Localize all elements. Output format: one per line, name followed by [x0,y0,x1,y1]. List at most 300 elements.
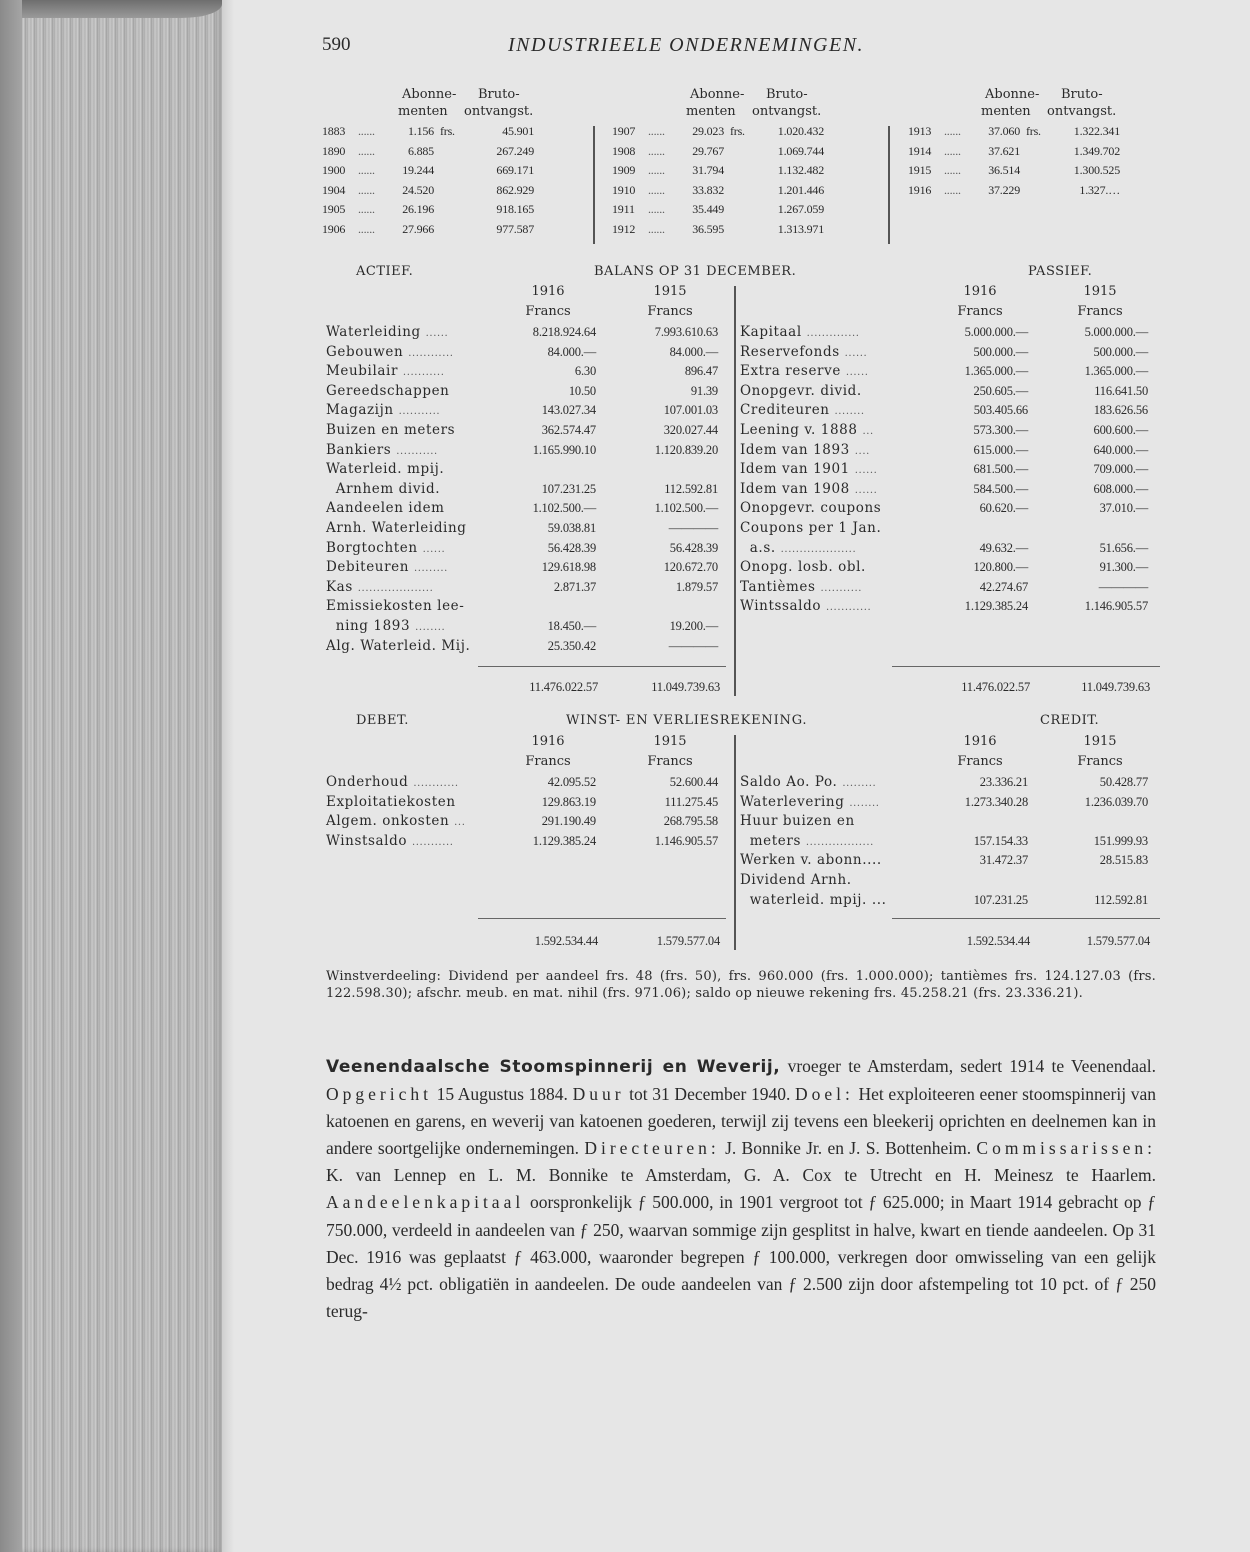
col-header-bruto: Bruto- [766,87,808,102]
profit-distribution-note: Winstverdeeling: Dividend per aandeel frs. 48 (frs. 50), frs. 960.000 (frs. 1.000.000); tantièmes frs. 124.127.03 (frs. 122.598.30); afschr. meub. en mat. nihil (frs. 971.06); saldo op nieuwe rekening frs. 45.258.21 (frs. 23.336.21). [326,969,1156,1001]
row-label: ning 1893 [326,618,411,634]
row-label: Wintssaldo [740,598,822,615]
value-1916: 8.218.924.64 [532,325,596,339]
value-1916: 1.165.990.10 [532,442,596,457]
ledger-row-label [326,813,466,829]
row-bruto: 45.901 [502,124,534,138]
row-bruto: 1.300.525 [1073,163,1120,177]
value-1916: 500.000.— [973,344,1028,359]
leader-dots: ...... [648,163,665,177]
row-abonnementen: 27.966 [402,221,434,236]
value-1915: 107.001.03 [663,403,718,418]
value-1915: 19.200.— [669,619,718,633]
row-year: 1883 [322,124,346,138]
leader-dots: ........... [402,367,445,379]
ledger-row-label [740,442,870,458]
ledger-row-label [740,774,876,790]
total-1916: 1.592.534.44 [534,934,598,948]
row-bruto: 1.267.059 [777,202,824,216]
col-year-1916: 1916 [531,734,565,749]
row-label: Kapitaal [740,324,802,340]
row-bruto: 1.313.971 [777,221,824,236]
row-year: 1916 [908,182,932,197]
value-1916: 503.405.66 [973,403,1028,418]
row-label: Tantièmes [740,578,816,595]
total-1916: 11.476.022.57 [961,680,1030,694]
leader-dots: ............ [413,778,459,789]
value-1916: 681.500.— [973,462,1028,477]
row-year: 1890 [322,143,346,158]
ledger-row-label [326,540,445,556]
leader-dots: ...... [944,124,961,138]
ledger-row-label [326,422,455,438]
row-label: Onopg. losb. obl. [740,559,866,576]
row-label: Leening v. 1888 [740,422,858,438]
row-bruto: 1.132.482 [777,163,824,177]
row-label: Arnh. Waterleiding [326,520,467,536]
value-1915: 709.000.— [1093,462,1148,477]
col-header-abonnementen: Abonne- [985,87,1040,102]
ledger-row-label [740,852,882,868]
col-header-menten: menten [398,104,448,119]
row-year: 1912 [612,221,636,236]
row-abonnementen: 6.885 [407,143,434,158]
value-1915: 1.879.57 [675,579,718,594]
row-label: Aandeelen idem [326,500,445,517]
row-abonnementen: 37.621 [988,143,1020,158]
row-abonnementen: 19.244 [402,163,434,177]
ledger-row-label [740,813,855,829]
value-1915: 112.592.81 [664,481,718,496]
col-header-ontvangst: ontvangst. [1047,104,1117,119]
leader-dots: .................... [780,543,857,555]
row-label: Debiteuren [326,559,410,576]
row-label: Reservefonds [740,343,840,360]
leader-dots: ...... [648,124,665,138]
value-1916: 5.000.000.— [964,325,1028,339]
value-1915: 37.010.— [1099,501,1148,516]
leader-dots: .................... [357,582,434,594]
leader-dots: ............ [408,347,454,359]
leader-dots: ...... [358,202,375,216]
col-header-bruto: Bruto- [478,87,520,102]
value-1915: 896.47 [684,364,718,379]
row-abonnementen: 36.595 [692,221,724,236]
value-1916: 42.095.52 [547,775,596,789]
ledger-row-label [326,363,445,379]
ledger-row-label [326,500,445,516]
row-abonnementen: 29.023 [692,124,724,138]
leader-dots: ...... [648,221,665,236]
keyword-duur: Duur [572,1084,625,1105]
ledger-row-label [326,598,464,614]
leader-dots: .................. [805,836,874,848]
ledger-row-label [326,383,449,399]
value-1915: 1.146.905.57 [654,833,718,848]
col-header-bruto: Bruto- [1061,87,1103,102]
row-label: Meubilair [326,363,399,380]
value-1915: ———— [668,638,718,653]
value-1915: 268.795.58 [663,814,718,829]
leader-dots: .............. [806,328,860,339]
col-header-abonnementen: Abonne- [690,87,745,102]
row-year: 1900 [322,163,346,177]
row-label: Waterleid. mpij. [326,461,445,478]
row-bruto: 1.327.… [1079,182,1120,197]
ledger-row-label [740,520,881,536]
ledger-row-label [326,638,470,654]
total-1915: 11.049.739.63 [651,680,720,694]
leader-dots: ...... [854,465,878,477]
row-label: Werken v. abonn.... [740,852,882,869]
leader-dots: ........... [411,836,454,848]
value-1915: 56.428.39 [669,540,718,555]
ledger-row-label [740,402,865,418]
col-year-1916: 1916 [963,734,997,749]
ledger-row-label [740,363,869,379]
running-head: INDUSTRIEELE ONDERNEMINGEN. [508,34,865,56]
row-label: meters [740,832,801,849]
col-header-abonnementen: Abonne- [402,87,457,102]
value-1916: 56.428.39 [547,540,596,555]
leader-dots: ............ [825,602,872,614]
row-label: Waterleiding [326,324,421,340]
col-currency: Francs [957,304,1003,319]
col-header-menten: menten [981,104,1031,119]
ledger-row-label [326,520,467,536]
value-1916: 23.336.21 [979,775,1028,789]
row-label: Emissiekosten lee- [326,598,465,615]
col-currency: Francs [525,754,571,769]
row-abonnementen: 26.196 [402,202,434,216]
value-1915: 84.000.— [669,344,718,359]
total-1916: 11.476.022.57 [529,680,598,694]
column-divider [593,126,595,244]
ledger-row-label [326,481,440,497]
leader-dots: ......... [413,563,448,575]
col-currency: Francs [957,754,1003,769]
total-1916: 1.592.534.44 [966,934,1030,948]
ledger-row-label [740,892,887,908]
row-bruto: 862.929 [496,182,534,197]
row-label: Bankiers [326,441,392,458]
row-abonnementen: 31.794 [692,163,724,177]
total-rule [478,918,726,919]
leader-dots: ........... [398,406,441,418]
value-1915: 28.515.83 [1099,853,1148,868]
value-1915: 640.000.— [1093,442,1148,457]
company-name: Veenendaalsche Stoomspinnerij en Weverij, [326,1057,781,1077]
row-label: waterleid. mpij. ... [740,891,887,908]
leader-dots: ...... [425,328,449,339]
pl-left-label: DEBET. [356,713,409,728]
col-currency: Francs [647,304,693,319]
leader-dots: ........... [820,582,863,594]
pl-right-label: CREDIT. [1040,713,1100,728]
ledger-row-label [326,461,444,477]
col-currency: Francs [1077,754,1123,769]
value-1916: 1.129.385.24 [964,599,1028,614]
value-1915: 600.600.— [1093,423,1148,437]
leader-dots: ...... [358,143,375,158]
value-1916: 18.450.— [547,619,596,633]
value-1915: 608.000.— [1093,481,1148,496]
row-bruto: 1.201.446 [777,182,824,197]
ledger-row-label [740,579,862,595]
ledger-row-label [326,559,448,575]
ledger-row-label [740,383,862,399]
leader-dots: ...... [944,163,961,177]
row-label: Arnhem divid. [326,480,441,497]
value-1916: 107.231.25 [541,481,596,496]
leader-dots: ...... [358,182,375,197]
ledger-row-label [326,774,459,790]
column-divider [888,126,890,244]
total-rule [478,666,726,667]
row-label: Magazijn [326,402,394,419]
value-1916: 49.632.— [979,540,1028,555]
row-bruto: 669.171 [496,163,534,177]
row-label: Idem van 1901 [740,461,850,478]
row-year: 1906 [322,221,346,236]
ledger-row-label [740,794,880,810]
col-header-ontvangst: ontvangst. [464,104,534,119]
row-bruto: 1.069.744 [777,143,824,158]
row-bruto: 267.249 [496,143,534,158]
col-year-1915: 1915 [1083,284,1117,299]
keyword-doel: Doel: [795,1084,854,1105]
row-abonnementen: 24.520 [402,182,434,197]
leader-dots: ........ [834,406,865,418]
value-1916: 60.620.— [979,501,1028,516]
value-1916: 291.190.49 [541,814,596,829]
value-1915: 1.120.839.20 [654,442,718,457]
ledger-row-label [740,540,856,556]
row-label: Idem van 1908 [740,480,850,497]
row-label: Exploitatiekosten [326,793,456,810]
row-label: Waterlevering [740,793,845,810]
value-1915: 1.146.905.57 [1084,599,1148,614]
leader-dots: ...... [854,484,878,496]
value-1915: 112.592.81 [1094,892,1148,907]
balance-title: BALANS OP 31 DECEMBER. [594,264,797,279]
leader-dots: ...... [358,221,375,236]
value-1915: 7.993.610.63 [654,325,718,339]
value-1915: 1.365.000.— [1084,364,1148,379]
value-1916: 250.605.— [973,383,1028,398]
ledger-row-label [740,422,874,438]
value-1915: 111.275.45 [664,794,718,809]
total-1915: 1.579.577.04 [1086,934,1150,948]
row-label: Borgtochten [326,539,418,556]
leader-dots: ... [454,817,466,829]
value-1916: 1.102.500.— [532,501,596,516]
page-number: 590 [322,34,351,55]
row-label: Idem van 1893 [740,441,850,458]
row-label: Onopgevr. coupons [740,500,882,517]
row-label: Saldo Ao. Po. [740,774,838,790]
row-bruto: 918.165 [496,202,534,216]
keyword-directeuren: Directeuren: [584,1138,720,1159]
row-label: Gereedschappen [326,382,450,399]
col-header-menten: menten [686,104,736,119]
value-1916: 1.129.385.24 [532,833,596,848]
value-1916: 6.30 [574,364,596,379]
value-1915: 320.027.44 [663,423,718,437]
pl-title: WINST- EN VERLIESREKENING. [566,713,808,728]
row-year: 1909 [612,163,636,177]
value-1915: 91.39 [690,383,718,398]
value-1915: 120.672.70 [663,560,718,575]
leader-dots: ......... [842,778,877,789]
value-1915: ———— [668,521,718,535]
leader-dots: .... [854,445,870,457]
total-rule [892,918,1160,919]
value-1916: 143.027.34 [541,403,596,418]
ledger-row-label [326,618,445,634]
col-year-1915: 1915 [653,734,687,749]
row-bruto: 1.349.702 [1073,143,1120,158]
balance-divider [734,286,736,696]
row-year: 1905 [322,202,346,216]
keyword-opgericht: Opgericht [326,1084,432,1105]
leader-dots: ...... [844,347,868,359]
row-currency: frs. [730,124,745,138]
value-1916: 107.231.25 [973,892,1028,907]
ledger-row-label [326,794,456,810]
value-1916: 10.50 [568,383,596,398]
leader-dots: ...... [944,143,961,158]
balance-left-label: ACTIEF. [356,264,414,279]
ledger-row-label [326,579,433,595]
value-1915: 50.428.77 [1099,775,1148,789]
col-currency: Francs [525,304,571,319]
row-year: 1914 [908,143,932,158]
row-currency: frs. [440,124,455,138]
leader-dots: ... [862,426,874,437]
leader-dots: ...... [358,163,375,177]
leader-dots: ...... [944,182,961,197]
balance-right-label: PASSIEF. [1028,264,1093,279]
value-1916: 362.574.47 [541,423,596,437]
value-1916: 157.154.33 [973,833,1028,848]
value-1915: 52.600.44 [669,775,718,789]
col-currency: Francs [647,754,693,769]
leader-dots: ...... [648,202,665,216]
row-label: Onderhoud [326,774,409,790]
value-1916: 584.500.— [973,481,1028,496]
value-1916: 59.038.81 [547,521,596,535]
row-year: 1908 [612,143,636,158]
leader-dots: ...... [648,182,665,197]
value-1916: 120.800.— [973,560,1028,575]
value-1916: 42.274.67 [979,579,1028,594]
ledger-row-label [740,500,881,516]
row-year: 1913 [908,124,932,138]
row-label: Kas [326,578,353,595]
total-rule [892,666,1160,667]
row-currency: frs. [1026,124,1041,138]
ledger-row-label [326,402,440,418]
value-1916: 129.618.98 [541,560,596,575]
row-abonnementen: 35.449 [692,202,724,216]
value-1915: 91.300.— [1099,560,1148,575]
row-abonnementen: 33.832 [692,182,724,197]
leader-dots: ...... [358,124,375,138]
row-label: Winstsaldo [326,832,408,849]
value-1916: 615.000.— [973,442,1028,457]
row-year: 1910 [612,182,636,197]
value-1916: 1.273.340.28 [964,794,1028,809]
total-1915: 1.579.577.04 [656,934,720,948]
value-1916: 84.000.— [547,344,596,359]
col-year-1915: 1915 [653,284,687,299]
row-abonnementen: 36.514 [988,163,1020,177]
ledger-row-label [740,872,852,888]
col-header-ontvangst: ontvangst. [752,104,822,119]
ledger-row-label [326,324,448,340]
row-abonnementen: 37.229 [988,182,1020,197]
row-abonnementen: 29.767 [692,143,724,158]
value-1916: 2.871.37 [553,579,596,594]
row-label: Alg. Waterleid. Mij. [326,637,471,654]
value-1916: 129.863.19 [541,794,596,809]
leader-dots: ...... [648,143,665,158]
row-year: 1915 [908,163,932,177]
value-1916: 1.365.000.— [964,364,1028,379]
leader-dots: ........ [415,622,446,633]
col-year-1915: 1915 [1083,734,1117,749]
col-year-1916: 1916 [963,284,997,299]
row-abonnementen: 37.060 [988,124,1020,138]
value-1916: 31.472.37 [979,853,1028,868]
col-currency: Francs [1077,304,1123,319]
value-1915: 1.236.039.70 [1084,794,1148,809]
ledger-row-label [740,324,860,340]
value-1915: ———— [1098,579,1148,594]
col-year-1916: 1916 [531,284,565,299]
ledger-row-label [326,442,438,458]
row-label: a.s. [740,539,776,556]
row-label: Buizen en meters [326,422,456,438]
ledger-row-label [740,559,866,575]
value-1916: 573.300.— [973,423,1028,437]
row-label: Dividend Arnh. [740,872,852,888]
value-1915: 116.641.50 [1094,383,1148,398]
value-1915: 151.999.93 [1093,833,1148,848]
value-1915: 5.000.000.— [1084,325,1148,339]
row-label: Coupons per 1 Jan. [740,520,882,536]
company-article: Veenendaalsche Stoomspinnerij en Weverij, vroeger te Amsterdam, sedert 1914 te Veenendaal. Opgericht 15 Augustus 1884. Duur tot 31 December 1940. Doel: Het exploiteeren eener stoomspinnerij van katoenen en garens, en weverij van katoenen goederen, terwijl zij tevens een bleekerij oprichten en deelnemen kan in andere soortgelijke ondernemingen. Directeuren: J. Bonnike Jr. en J. S. Bottenheim. Commissarissen: K. van Lennep en L. M. Bonnike te Amsterdam, G. A. Cox te Utrecht en H. Meinesz te Haarlem. Aandeelenkapitaal oorspronkelijk ƒ 500.000, in 1901 vergroot tot ƒ 625.000; in Maart 1914 gebracht op ƒ 750.000, verdeeld in aandeelen van ƒ 250, waarvan sommige zijn gesplitst in halve, kwart en tiende aandeelen. Op 31 Dec. 1916 was geplaatst ƒ 463.000, waaronder begrepen ƒ 100.000, verkregen door omwisseling van een gelijk bedrag 4½ pct. obligatiën in aandeelen. De oude aandeelen van ƒ 2.500 zijn door afstempeling tot 10 pct. of ƒ 250 terug- [326,1056,1157,1321]
row-label: Extra reserve [740,363,841,380]
leader-dots: ...... [845,367,869,379]
row-label: Huur buizen en [740,813,855,830]
keyword-aandeelenkapitaal: Aandeelenkapitaal [326,1192,525,1213]
leader-dots: ........... [396,445,438,457]
row-year: 1911 [612,202,635,216]
ledger-row-label [326,833,454,849]
ledger-row-label [740,481,877,497]
row-abonnementen: 1.156 [407,124,434,138]
value-1915: 51.656.— [1099,540,1148,555]
row-bruto: 1.020.432 [777,124,824,138]
keyword-commissarissen: Commissarissen: [976,1138,1156,1159]
ledger-row-label [740,833,874,849]
value-1915: 183.626.56 [1093,403,1148,418]
row-bruto: 977.587 [496,221,534,236]
pl-divider [734,735,736,950]
row-year: 1907 [612,124,636,138]
